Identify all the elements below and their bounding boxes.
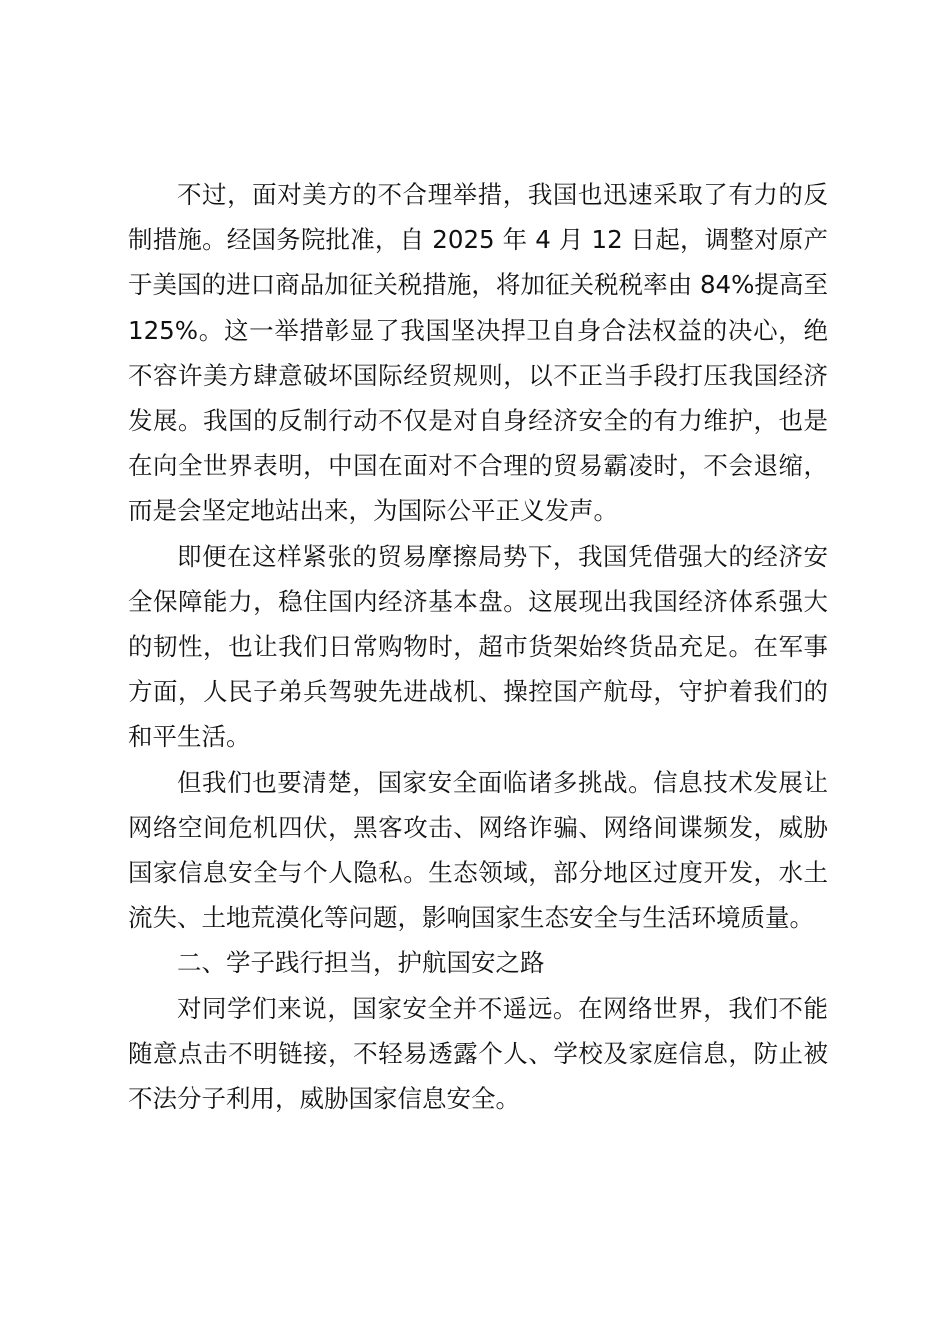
paragraph-countermeasures: 不过，面对美方的不合理举措，我国也迅速采取了有力的反制措施。经国务院批准，自 2025 年 4 月 12 日起，调整对原产于美国的进口商品加征关税措施，将加征关税税率由 84%提高至 125%。这一举措彰显了我国坚决捍卫自身合法权益的决心，绝不容许美方肆意破坏国际经贸规则，以不正当手段打压我国经济发展。我国的反制行动不仅是对自身经济安全的有力维护，也是在向全世界表明，中国在面对不合理的贸易霸凌时，不会退缩，而是会坚定地站出来，为国际公平正义发声。 (128, 180, 828, 526)
paragraph-economic-resilience: 即便在这样紧张的贸易摩擦局势下，我国凭借强大的经济安全保障能力，稳住国内经济基本盘。这展现出我国经济体系强大的韧性，也让我们日常购物时，超市货架始终货品充足。在军事方面，人民子弟兵驾驶先进战机、操控国产航母，守护着我们的和平生活。 (128, 541, 828, 752)
document-body (128, 172, 828, 1121)
section-heading: 二、学子践行担当，护航国安之路 (177, 948, 545, 978)
paragraph-student-responsibility: 对同学们来说，国家安全并不遥远。在网络世界，我们不能随意点击不明链接，不轻易透露个人、学校及家庭信息，防止被不法分子利用，威胁国家信息安全。 (128, 993, 828, 1114)
paragraph-security-challenges: 但我们也要清楚，国家安全面临诸多挑战。信息技术发展让网络空间危机四伏，黑客攻击、网络诈骗、网络间谍频发，威胁国家信息安全与个人隐私。生态领域，部分地区过度开发，水土流失、土地荒漠化等问题，影响国家生态安全与生活环境质量。 (128, 767, 828, 933)
